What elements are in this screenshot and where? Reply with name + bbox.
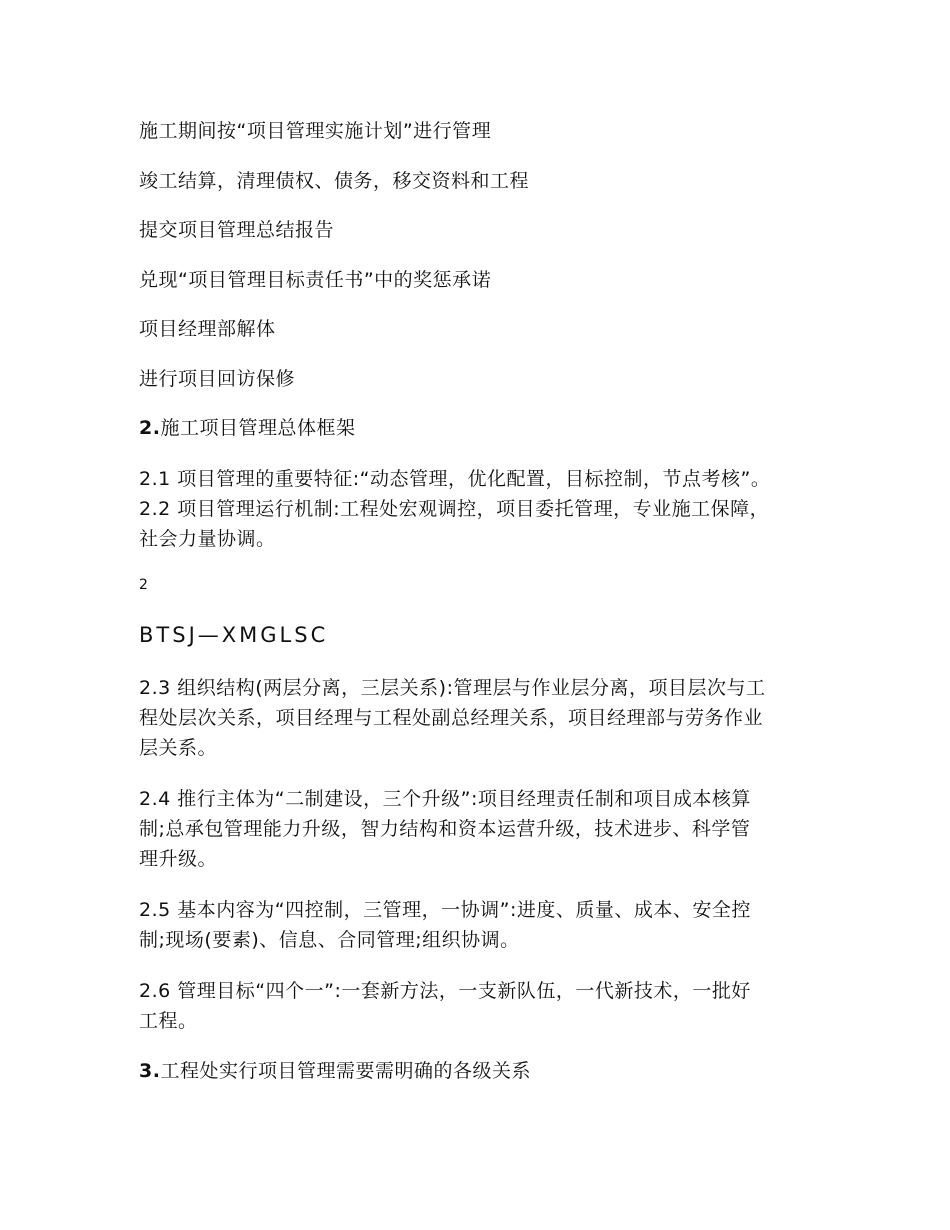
document-code-header: BTSJ—XMGLSC <box>139 623 329 647</box>
paragraph-line: 2.1 项目管理的重要特征:“动态管理，优化配置，目标控制，节点考核”。 <box>139 468 771 490</box>
paragraph-line: 2.2 项目管理运行机制:工程处宏观调控，项目委托管理，专业施工保障， <box>139 498 770 520</box>
paragraph-2-1 <box>139 464 829 554</box>
step-line-1: 施工期间按“项目管理实施计划”进行管理 <box>139 120 492 142</box>
paragraph-line: 2.5 基本内容为“四控制，三管理，一协调”:进度、质量、成本、安全控 <box>139 899 751 921</box>
step-line-5: 项目经理部解体 <box>139 318 276 340</box>
paragraph-2-3 <box>139 673 829 763</box>
paragraph-line: 制;总承包管理能力升级，智力结构和资本运营升级，技术进步、科学管 <box>139 818 751 840</box>
step-line-2: 竣工结算，清理债权、债务，移交资料和工程 <box>139 170 530 192</box>
paragraph-2-5 <box>139 895 829 955</box>
section-3-heading <box>139 1056 531 1086</box>
paragraph-2-6 <box>139 976 829 1036</box>
step-line-4: 兑现“项目管理目标责任书”中的奖惩承诺 <box>139 269 492 291</box>
page-number: 2 <box>139 577 148 593</box>
step-line-6: 进行项目回访保修 <box>139 368 296 390</box>
paragraph-line: 工程。 <box>139 1010 198 1032</box>
paragraph-line: 制;现场(要素)、信息、合同管理;组织协调。 <box>139 929 520 951</box>
paragraph-line: 2.6 管理目标“四个一”:一套新方法，一支新队伍，一代新技术，一批好 <box>139 980 751 1002</box>
paragraph-line: 2.3 组织结构(两层分离，三层关系):管理层与作业层分离，项目层次与工 <box>139 677 766 699</box>
section-3-title: 工程处实行项目管理需要需明确的各级关系 <box>160 1060 531 1082</box>
section-2-title: 施工项目管理总体框架 <box>160 417 356 439</box>
paragraph-line: 层关系。 <box>139 737 218 759</box>
paragraph-2-4 <box>139 784 829 874</box>
step-line-3: 提交项目管理总结报告 <box>139 219 335 241</box>
paragraph-line: 2.4 推行主体为“二制建设，三个升级”:项目经理责任制和项目成本核算 <box>139 788 751 810</box>
section-2-number: 2. <box>139 417 161 439</box>
section-3-number: 3. <box>139 1060 161 1082</box>
paragraph-line: 程处层次关系，项目经理与工程处副总经理关系，项目经理部与劳务作业 <box>139 707 764 729</box>
section-2-heading <box>139 413 355 443</box>
paragraph-line: 社会力量协调。 <box>139 528 276 550</box>
paragraph-line: 理升级。 <box>139 848 218 870</box>
